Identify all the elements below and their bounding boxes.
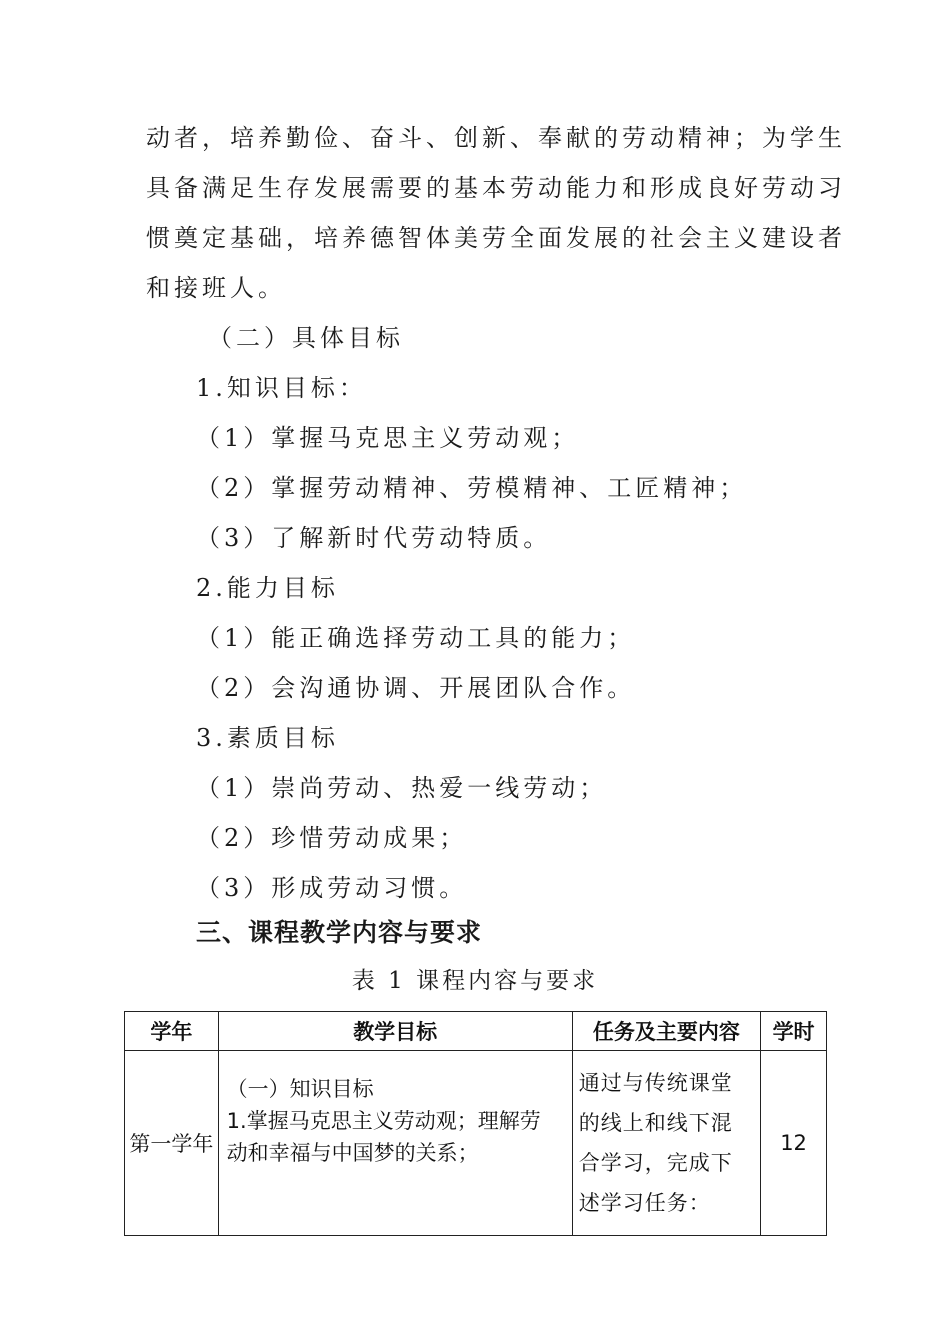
header-year: 学年	[125, 1012, 219, 1051]
goal-line: （一）知识目标	[226, 1077, 374, 1101]
goal-line: 动和幸福与中国梦的关系；	[226, 1141, 479, 1165]
header-hours: 学时	[761, 1012, 827, 1051]
table-row	[125, 1051, 827, 1236]
ability-goal-title: 2.能力目标	[196, 574, 339, 602]
cell-hours: 12	[761, 1051, 827, 1236]
task-line: 合学习，完成下	[578, 1151, 733, 1175]
knowledge-goal-item: （1）掌握马克思主义劳动观；	[196, 424, 580, 452]
knowledge-goal-title: 1.知识目标：	[196, 374, 367, 402]
goal-line: 1.掌握马克思主义劳动观；理解劳	[226, 1109, 541, 1133]
cell-year: 第一学年	[125, 1051, 219, 1236]
quality-goal-item: （1）崇尚劳动、热爱一线劳动；	[196, 774, 608, 802]
knowledge-goal-item: （2）掌握劳动精神、劳模精神、工匠精神；	[196, 474, 748, 502]
task-line: 的线上和线下混	[578, 1111, 733, 1135]
paragraph-line: 和接班人。	[146, 274, 286, 302]
ability-goal-item: （2）会沟通协调、开展团队合作。	[196, 674, 636, 702]
quality-goal-item: （3）形成劳动习惯。	[196, 874, 468, 902]
cell-task-content	[572, 1051, 760, 1236]
task-line: 述学习任务：	[578, 1191, 711, 1215]
knowledge-goal-item: （3）了解新时代劳动特质。	[196, 524, 552, 552]
quality-goal-title: 3.素质目标	[196, 724, 339, 752]
quality-goal-item: （2）珍惜劳动成果；	[196, 824, 468, 852]
table-caption: 表 1 课程内容与要求	[351, 968, 599, 994]
subsection-heading: （二）具体目标	[208, 324, 404, 352]
ability-goal-item: （1）能正确选择劳动工具的能力；	[196, 624, 636, 652]
paragraph-line: 惯奠定基础，培养德智体美劳全面发展的社会主义建设者	[146, 224, 846, 252]
paragraph-line: 具备满足生存发展需要的基本劳动能力和形成良好劳动习	[146, 174, 846, 202]
table-header-row	[125, 1012, 827, 1051]
section-heading: 三、课程教学内容与要求	[196, 918, 483, 947]
cell-teaching-goal	[218, 1051, 572, 1236]
paragraph-line: 动者，培养勤俭、奋斗、创新、奉献的劳动精神；为学生	[146, 124, 846, 152]
task-line: 通过与传统课堂	[578, 1071, 733, 1095]
course-content-table	[124, 1011, 827, 1236]
header-teaching-goal: 教学目标	[218, 1012, 572, 1051]
header-task-content: 任务及主要内容	[572, 1012, 760, 1051]
